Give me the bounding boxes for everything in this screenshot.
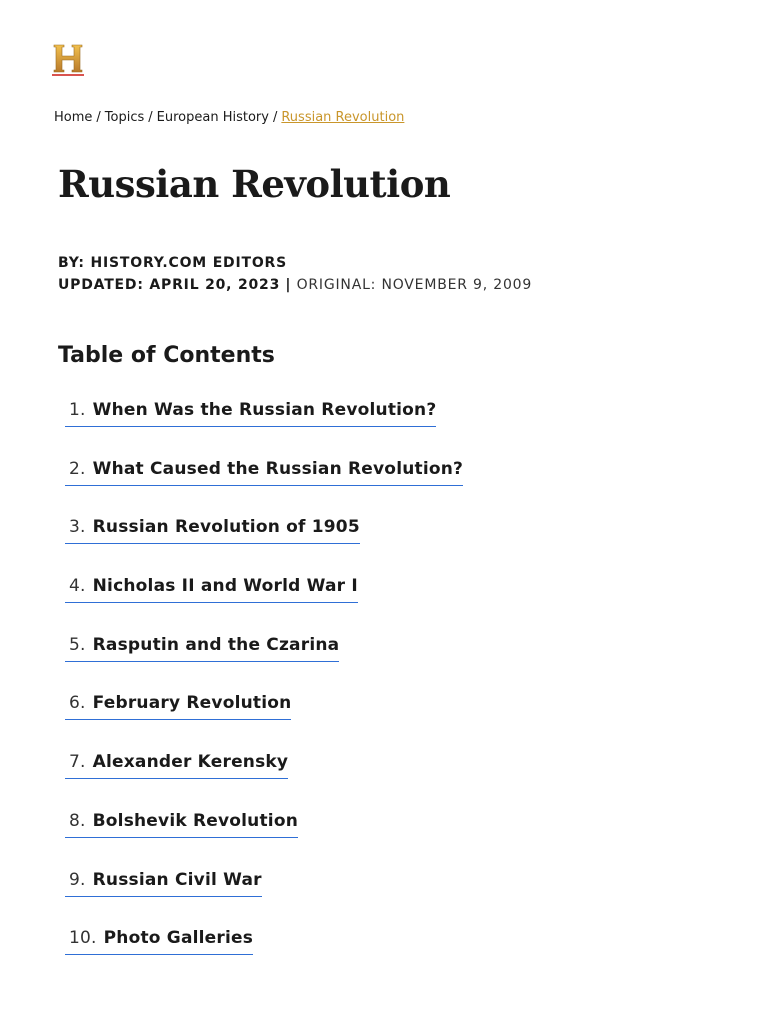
toc-link-nicholas-ii[interactable] (65, 572, 358, 603)
toc-number: 7. (69, 752, 86, 773)
breadcrumb-home[interactable]: Home (54, 110, 93, 125)
breadcrumb-current[interactable]: Russian Revolution (281, 110, 405, 125)
toc-item (65, 689, 463, 748)
toc-label: Russian Revolution of 1905 (92, 517, 360, 538)
toc-label: Bolshevik Revolution (92, 810, 299, 831)
toc-item (65, 924, 463, 983)
toc-link-what-caused[interactable] (65, 455, 463, 486)
toc-link-kerensky[interactable] (65, 748, 288, 779)
toc-number: 9. (69, 869, 86, 890)
date-line (58, 274, 532, 296)
breadcrumb-separator: / (96, 110, 101, 125)
breadcrumb (54, 110, 404, 125)
breadcrumb-european-history[interactable]: European History (156, 110, 269, 125)
toc-item (65, 631, 463, 690)
breadcrumb-separator: / (272, 110, 278, 125)
author-line: BY: HISTORY.COM EDITORS (58, 255, 288, 271)
toc-number: 1. (69, 400, 86, 420)
toc-heading: Table of Contents (58, 343, 275, 368)
toc-label: Alexander Kerensky (92, 752, 289, 773)
page-title: Russian Revolution (58, 162, 451, 206)
toc-number: 2. (69, 458, 86, 479)
history-h-icon (52, 43, 84, 76)
toc-item (65, 455, 463, 514)
toc-number: 8. (69, 810, 86, 831)
toc-item (65, 807, 463, 866)
breadcrumb-separator: / (148, 110, 153, 125)
original-date: ORIGINAL: NOVEMBER 9, 2009 (296, 277, 533, 293)
toc-link-bolshevik[interactable] (65, 807, 298, 838)
toc-label: Rasputin and the Czarina (92, 634, 340, 655)
toc-item (65, 513, 463, 572)
toc-link-february[interactable] (65, 689, 291, 720)
toc-link-when-was[interactable] (65, 396, 436, 427)
toc-item (65, 572, 463, 631)
date-divider: | (285, 277, 292, 293)
toc-number: 10. (69, 928, 97, 949)
toc-label: Photo Galleries (103, 928, 254, 949)
toc-item (65, 866, 463, 925)
toc-number: 4. (69, 576, 86, 597)
breadcrumb-topics[interactable]: Topics (104, 110, 145, 125)
toc-item (65, 748, 463, 807)
history-logo[interactable] (52, 43, 84, 76)
toc-link-rasputin[interactable] (65, 631, 339, 662)
toc-link-civil-war[interactable] (65, 866, 262, 897)
toc-label: What Caused the Russian Revolution? (92, 458, 464, 479)
toc-label: February Revolution (92, 693, 292, 714)
article-byline (58, 252, 532, 296)
toc-label: Russian Civil War (92, 869, 262, 890)
toc-link-photo-galleries[interactable] (65, 924, 253, 955)
toc-item (65, 396, 463, 455)
table-of-contents (65, 396, 463, 983)
toc-label: Nicholas II and World War I (92, 576, 358, 597)
toc-number: 3. (69, 517, 86, 538)
updated-date: UPDATED: APRIL 20, 2023 (58, 277, 281, 293)
toc-number: 5. (69, 634, 86, 655)
toc-number: 6. (69, 693, 86, 714)
toc-link-1905[interactable] (65, 513, 360, 544)
toc-label: When Was the Russian Revolution? (92, 400, 437, 420)
